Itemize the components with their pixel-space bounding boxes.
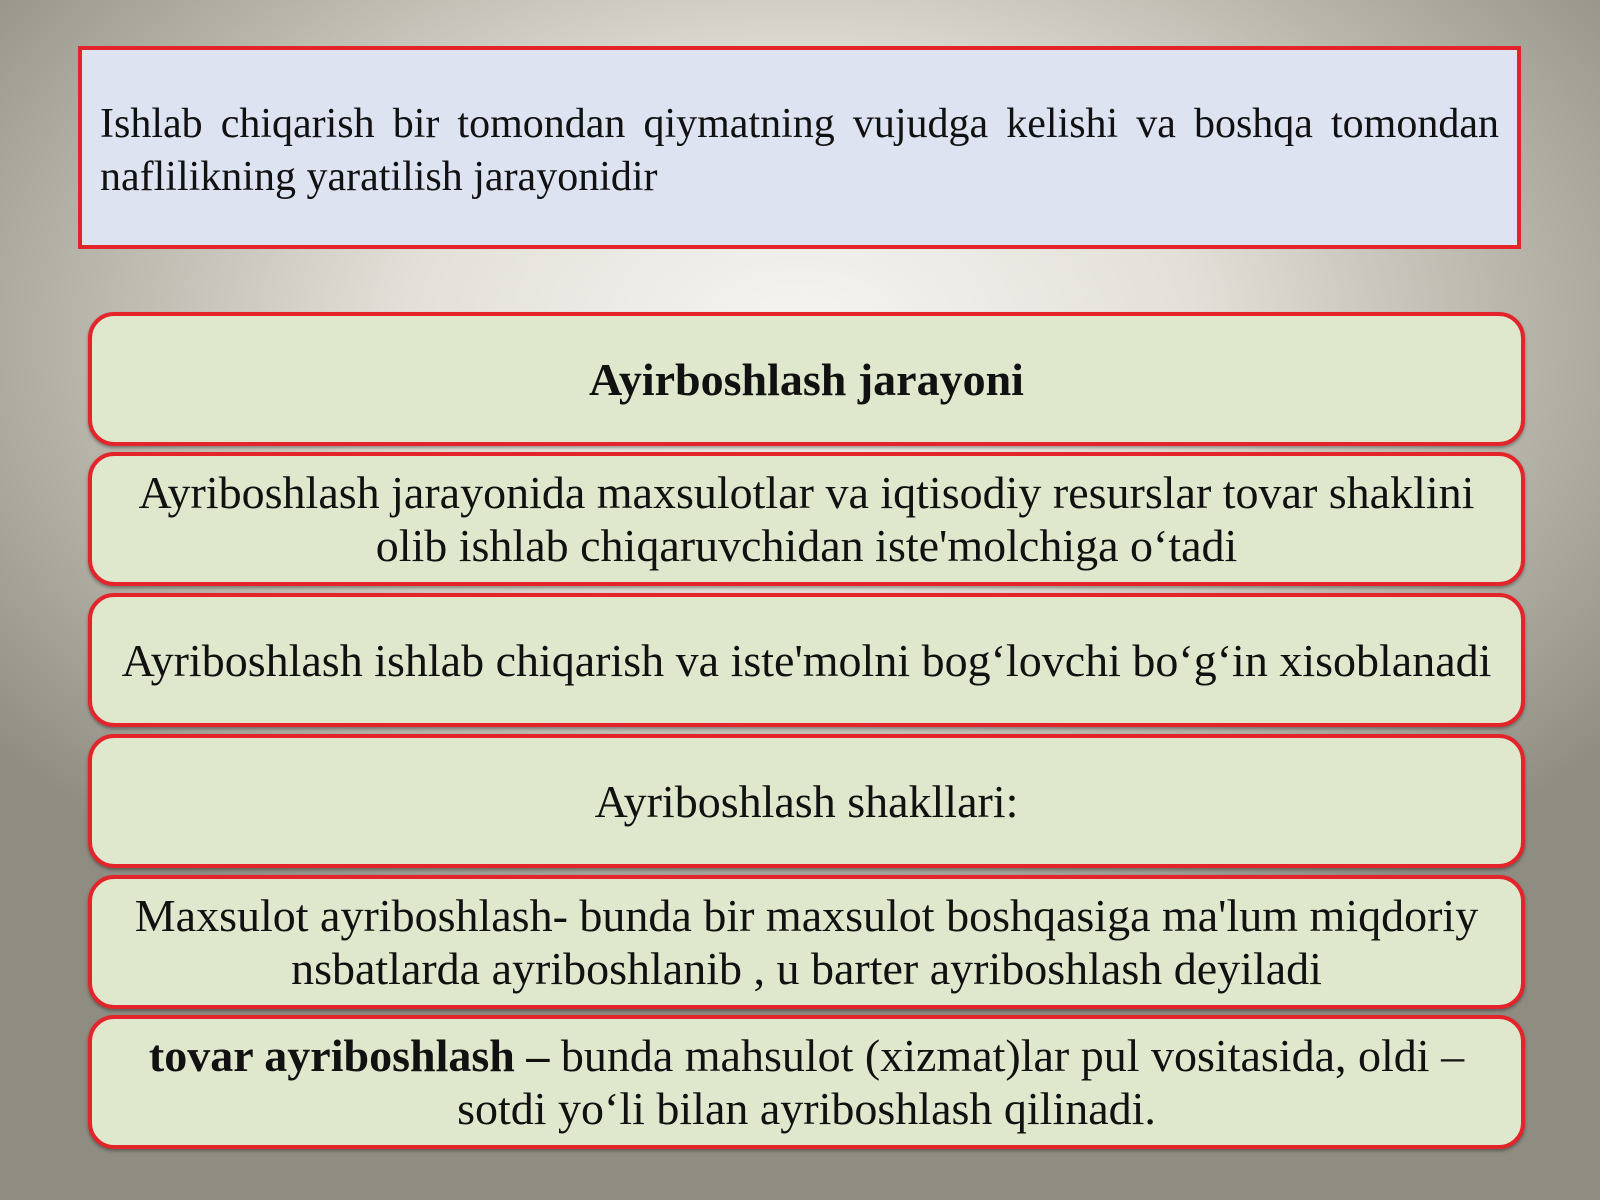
barter-exchange-text: Maxsulot ayriboshlash- bunda bir maxsulot boshqasiga ma'lum miqdoriy nsbatlarda ayriboshlanib , u barter ayriboshlash deyiladi — [134, 890, 1479, 994]
exchange-link-text: Ayriboshlash ishlab chiqarish va iste'molni bog‘lovchi bo‘g‘in xisoblanadi — [121, 634, 1492, 686]
section-title: Ayirboshlash jarayoni — [589, 353, 1024, 405]
commodity-exchange-paragraph — [114, 1029, 1499, 1135]
definition-text: Ishlab chiqarish bir tomondan qiymatning vujudga kelishi va boshqa tomondan naflilikning yaratilish jarayonidir — [100, 101, 1499, 200]
exchange-forms-card — [88, 734, 1525, 868]
definition-box — [78, 46, 1521, 249]
section-title-card — [88, 312, 1525, 446]
commodity-exchange-text: bunda mahsulot (xizmat)lar pul vositasida, oldi – sotdi yo‘li bilan ayriboshlash qilinadi. — [457, 1030, 1465, 1134]
exchange-forms-text: Ayriboshlash shakllari: — [594, 775, 1019, 827]
commodity-exchange-card — [88, 1015, 1525, 1149]
barter-exchange-card — [88, 875, 1525, 1009]
exchange-process-card — [88, 452, 1525, 586]
commodity-exchange-term: tovar ayriboshlash – — [148, 1030, 550, 1081]
exchange-link-card — [88, 593, 1525, 727]
exchange-process-text: Ayriboshlash jarayonida maxsulotlar va iqtisodiy resurslar tovar shaklini olib ishlab chiqaruvchidan iste'molchiga o‘tadi — [138, 467, 1475, 571]
